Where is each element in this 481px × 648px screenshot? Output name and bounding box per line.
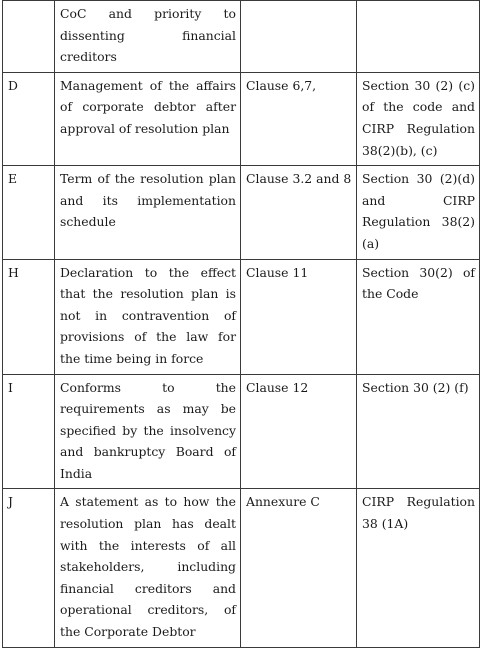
row-section-cell: Section 30 (2) (f) (357, 374, 480, 489)
row-description-cell: Conforms to the requirements as may be specified by the insolvency and bankruptcy Board of India (55, 374, 241, 489)
row-section-cell (357, 1, 480, 73)
table-row (3, 489, 480, 647)
table-row (3, 1, 480, 73)
row-clause-cell: Clause 11 (241, 259, 357, 374)
row-section-cell: Section 30 (2)(d) and CIRP Regulation 38(2)(a) (357, 166, 480, 259)
row-clause-cell: Annexure C (241, 489, 357, 647)
row-description-cell: A statement as to how the resolution plan has dealt with the interests of all stakeholders, including financial creditors and operational creditors, of the Corporate Debtor (55, 489, 241, 647)
table-row (3, 259, 480, 374)
row-section-cell: CIRP Regulation 38 (1A) (357, 489, 480, 647)
row-clause-cell: Clause 3.2 and 8 (241, 166, 357, 259)
row-ref-cell: H (3, 259, 55, 374)
compliance-table (2, 0, 480, 648)
row-description-cell: Term of the resolution plan and its implementation schedule (55, 166, 241, 259)
table-row (3, 166, 480, 259)
row-ref-cell: J (3, 489, 55, 647)
row-clause-cell (241, 1, 357, 73)
row-description-cell: CoC and priority to dissenting financial creditors (55, 1, 241, 73)
row-section-cell: Section 30 (2) (c) of the code and CIRP Regulation 38(2)(b), (c) (357, 72, 480, 165)
row-ref-cell: E (3, 166, 55, 259)
row-description-cell: Declaration to the effect that the resolution plan is not in contravention of provisions of the law for the time being in force (55, 259, 241, 374)
row-clause-cell: Clause 12 (241, 374, 357, 489)
table-row (3, 374, 480, 489)
row-ref-cell (3, 1, 55, 73)
row-section-cell: Section 30(2) of the Code (357, 259, 480, 374)
row-ref-cell: I (3, 374, 55, 489)
row-ref-cell: D (3, 72, 55, 165)
row-description-cell: Management of the affairs of corporate debtor after approval of resolution plan (55, 72, 241, 165)
row-clause-cell: Clause 6,7, (241, 72, 357, 165)
table-row (3, 72, 480, 165)
